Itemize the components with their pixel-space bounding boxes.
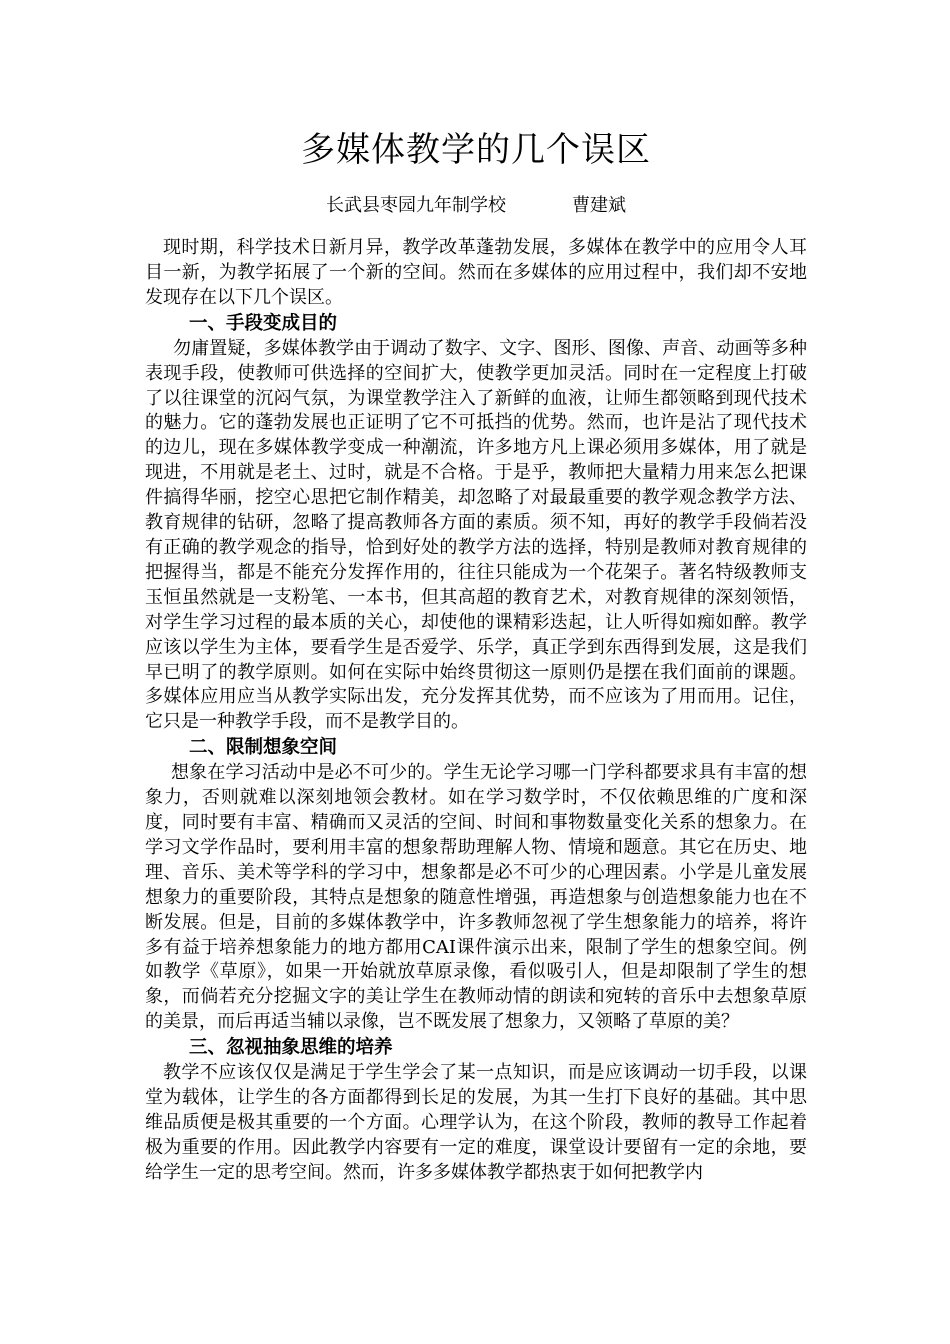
byline (145, 194, 807, 218)
author-name: 曹建斌 (572, 195, 626, 216)
intro-paragraph: 现时期，科学技术日新月异，教学改革蓬勃发展，多媒体在教学中的应用令人耳目一新，为教学拓展了一个新的空间。然而在多媒体的应用过程中，我们却不安地发现存在以下几个误区。 (145, 237, 807, 308)
section-body-2: 想象在学习活动中是必不可少的。学生无论学习哪一门学科都要求具有丰富的想象力，否则就难以深刻地领会教材。如在学习数学时，不仅依赖思维的广度和深度，同时要有丰富、精确而又灵活的空间、时间和事物数量变化关系的想象力。在学习文学作品时，要利用丰富的想象帮助理解人物、情境和题意。其它在历史、地理、音乐、美术等学科的学习中，想象都是必不可少的心理因素。小学是儿童发展想象力的重要阶段，其特点是想象的随意性增强，再造想象与创造想象能力也在不断发展。但是，目前的多媒体教学中，许多教师忽视了学生想象能力的培养，将许多有益于培养想象能力的地方都用CAI课件演示出来，限制了学生的想象空间。例如教学《草原》，如果一开始就放草原录像，看似吸引人，但是却限制了学生的想象，而倘若充分挖掘文字的美让学生在教师动情的朗读和宛转的音乐中去想象草原的美景，而后再适当辅以录像，岂不既发展了想象力，又领略了草原的美？ (145, 762, 807, 1033)
document-page (145, 118, 807, 1186)
section-body-3: 教学不应该仅仅是满足于学生学会了某一点知识，而是应该调动一切手段，以课堂为载体，让学生的各方面都得到长足的发展，为其一生打下良好的基础。其中思维品质便是极其重要的一个方面。心理学认为，在这个阶段，教师的教导工作起着极为重要的作用。因此教学内容要有一定的难度，课堂设计要留有一定的余地，要给学生一定的思考空间。然而，许多多媒体教学都热衷于如何把教学内 (145, 1062, 807, 1183)
section-heading-1: 一、手段变成目的 (189, 312, 338, 334)
school-name: 长武县枣园九年制学校 (326, 195, 506, 216)
section-heading-2: 二、限制想象空间 (189, 737, 338, 759)
section-heading-3: 三、忽视抽象思维的培养 (189, 1037, 393, 1059)
document-title: 多媒体教学的几个误区 (301, 130, 651, 170)
section-body-1: 勿庸置疑，多媒体教学由于调动了数字、文字、图形、图像、声音、动画等多种表现手段，使教师可供选择的空间扩大，使教学更加灵活。同时在一定程度上打破了以往课堂的沉闷气氛，为课堂教学注入了新鲜的血液，让师生都领略到现代技术的魅力。它的蓬勃发展也正证明了它不可抵挡的优势。然而，也许是沾了现代技术的边儿，现在多媒体教学变成一种潮流，许多地方凡上课必须用多媒体，用了就是现进，不用就是老土、过时，就是不合格。于是乎，教师把大量精力用来怎么把课件搞得华丽，挖空心思把它制作精美，却忽略了对最最重要的教学观念教学方法、教育规律的钻研，忽略了提高教师各方面的素质。须不知，再好的教学手段倘若没有正确的教学观念的指导，恰到好处的教学方法的选择，特别是教师对教育规律的把握得当，都是不能充分发挥作用的，往往只能成为一个花架子。著名特级教师支玉恒虽然就是一支粉笔、一本书，但其高超的教育艺术，对教育规律的深刻领悟，对学生学习过程的最本质的关心，却使他的课精彩迭起，让人听得如痴如醉。教学应该以学生为主体，要看学生是否爱学、乐学，真正学到东西得到发展，这是我们早已明了的教学原则。如何在实际中始终贯彻这一原则仍是摆在我们面前的课题。多媒体应用应当从教学实际出发，充分发挥其优势，而不应该为了用而用。记住，它只是一种教学手段，而不是教学目的。 (145, 337, 807, 733)
